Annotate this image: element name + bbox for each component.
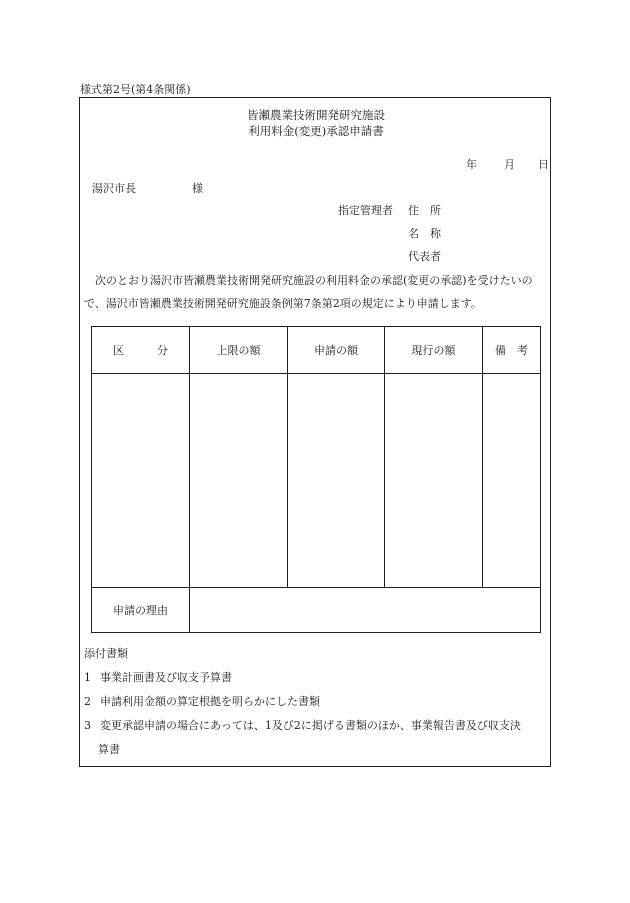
request-statement: 次のとおり湯沢市皆瀬農業技術開発研究施設の利用料金の承認(変更の承認)を受けたいので、湯沢市皆瀬農業技術開発研究施設条例第7条第2項の規定により申請します。: [84, 274, 533, 310]
upper-limit-cell[interactable]: [190, 374, 288, 588]
form-title-line1: 皆瀬農業技術開発研究施設: [247, 108, 385, 122]
attachment-text: 事業計画書及び収支予算書: [100, 671, 232, 684]
date-day: 日: [538, 158, 549, 171]
header-remarks: 備 考: [483, 327, 541, 374]
form-number: 様式第2号(第4条関係): [80, 83, 191, 96]
fee-table: [91, 326, 541, 633]
table-header-row: [92, 327, 541, 374]
current-amount-cell[interactable]: [385, 374, 483, 588]
attachment-text: 変更承認申請の場合にあっては、1及び2に掲げる書類のほか、事業報告書及び収支決: [100, 719, 521, 732]
category-cell[interactable]: [92, 374, 190, 588]
header-current-amount: 現行の額: [385, 327, 483, 374]
reason-label: 申請の理由: [92, 588, 190, 633]
header-category: 区 分: [92, 327, 190, 374]
attachment-item: [84, 669, 232, 685]
table-row: [92, 374, 541, 588]
address-label: 住 所: [408, 204, 441, 217]
representative-label: 代表者: [408, 250, 441, 263]
remarks-cell[interactable]: [483, 374, 541, 588]
designated-manager-label: 指定管理者: [338, 204, 393, 217]
name-label: 名 称: [408, 227, 441, 240]
header-requested-amount: 申請の額: [288, 327, 385, 374]
attachment-number: 2: [84, 695, 91, 708]
attachment-text: 申請利用金額の算定根拠を明らかにした書類: [100, 695, 320, 708]
form-title-line2: 利用料金(変更)承認申請書: [248, 124, 384, 138]
attachments-title: 添付書類: [84, 647, 128, 660]
application-form: [79, 97, 551, 767]
attachment-item: [84, 717, 521, 733]
date-month: 月: [504, 158, 515, 171]
reason-field[interactable]: [190, 588, 541, 633]
attachment-item: [84, 693, 320, 709]
addressee-honorific: 様: [192, 182, 203, 195]
attachment-text-continuation: 算書: [98, 743, 120, 756]
attachment-number: 1: [84, 671, 91, 684]
attachment-number: 3: [84, 719, 91, 732]
addressee-name: 湯沢市長: [92, 182, 136, 195]
date-year: 年: [466, 158, 477, 171]
reason-row: [92, 588, 541, 633]
requested-amount-cell[interactable]: [288, 374, 385, 588]
header-upper-limit: 上限の額: [190, 327, 288, 374]
